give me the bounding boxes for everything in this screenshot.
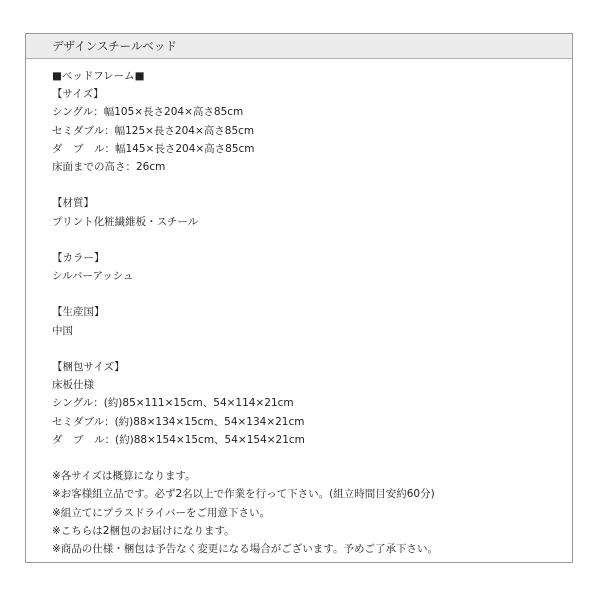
package-heading: 【梱包サイズ】 <box>52 361 125 373</box>
origin-heading: 【生産国】 <box>52 306 105 319</box>
spec-body <box>26 59 572 558</box>
package-double: ダ ブ ル：(約)88×154×15cm、54×154×21cm <box>52 433 305 446</box>
section-notes <box>52 467 572 558</box>
section-package <box>52 358 572 449</box>
color-value: シルバーアッシュ <box>52 270 134 283</box>
package-semi-double: セミダブル：(約)88×134×15cm、54×134×21cm <box>52 415 305 428</box>
section-origin <box>52 303 572 339</box>
section-frame <box>52 67 572 176</box>
spacer <box>52 340 572 358</box>
frame-heading: ■ベッドフレーム■ <box>52 70 145 82</box>
note-item: ※商品の仕様・梱包は予告なく変更になる場合がございます。予めご了承下さい。 <box>52 542 438 555</box>
note-item: ※各サイズは概算になります。 <box>52 470 196 483</box>
spec-header: デザインスチールベッド <box>26 34 572 59</box>
spec-box <box>25 33 573 563</box>
note-item: ※お客様組立品です。必ず2名以上で作業を行って下さい。(組立時間目安約60分) <box>52 488 435 501</box>
spacer <box>52 449 572 467</box>
spacer <box>52 176 572 194</box>
size-semi-double: セミダブル：幅125×長さ204×高さ85cm <box>52 124 255 137</box>
material-heading: 【材質】 <box>52 197 94 210</box>
spacer <box>52 285 572 303</box>
material-value: プリント化粧繊維板・スチール <box>52 215 199 228</box>
section-material <box>52 194 572 230</box>
origin-value: 中国 <box>52 324 73 337</box>
size-heading: 【サイズ】 <box>52 88 104 101</box>
note-item: ※こちらは2梱包のお届けになります。 <box>52 524 235 537</box>
section-color <box>52 249 572 285</box>
note-item: ※組立てにプラスドライバーをご用意下さい。 <box>52 506 270 519</box>
size-single: シングル：幅105×長さ204×高さ85cm <box>52 106 244 119</box>
package-spec: 床板仕様 <box>52 379 94 392</box>
size-double: ダ ブ ル：幅145×長さ204×高さ85cm <box>52 142 255 155</box>
floor-height: 床面までの高さ：26cm <box>52 160 166 173</box>
spacer <box>52 231 572 249</box>
package-single: シングル：(約)85×111×15cm、54×114×21cm <box>52 397 294 410</box>
color-heading: 【カラー】 <box>52 251 105 264</box>
